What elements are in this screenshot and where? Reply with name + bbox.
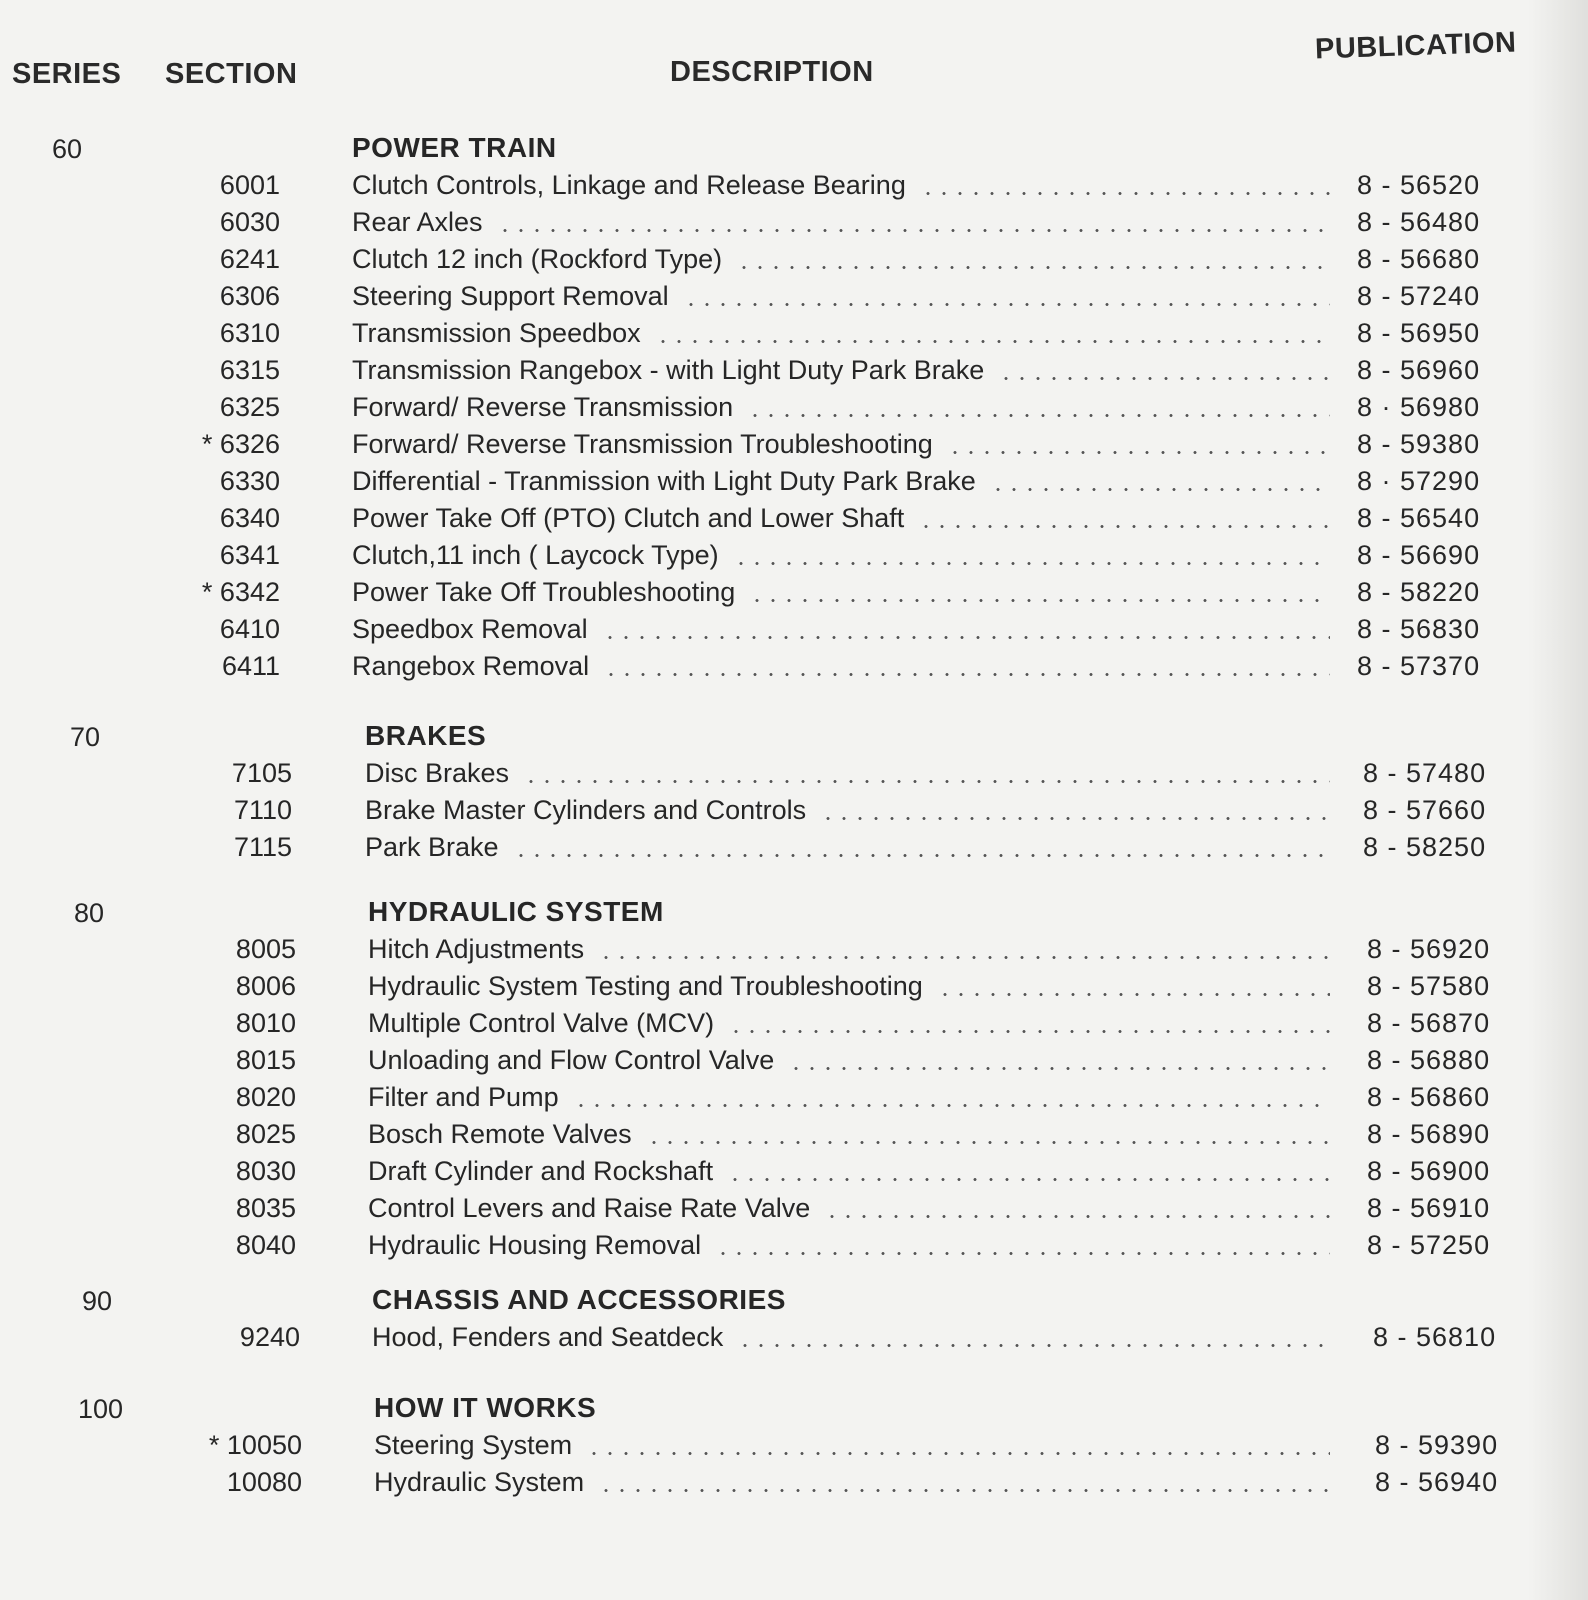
series-number: 80 — [74, 898, 105, 928]
section-description: Speedbox Removal — [352, 614, 588, 644]
dot-leader — [603, 673, 1330, 676]
section-description: Rangebox Removal — [352, 651, 590, 681]
dot-leader — [598, 1489, 1330, 1492]
section-number: 8040 — [235, 1230, 296, 1260]
dot-leader — [920, 192, 1330, 195]
dot-leader — [715, 1252, 1330, 1255]
section-description: Clutch,11 inch ( Laycock Type) — [352, 540, 719, 570]
section-description: Unloading and Flow Control Valve — [368, 1045, 775, 1075]
toc-row — [0, 934, 1588, 971]
publication-number: 8 - 56890 — [1367, 1119, 1491, 1149]
dot-leader — [733, 562, 1330, 565]
toc-row — [0, 1322, 1588, 1359]
section-description: Draft Cylinder and Rockshaft — [368, 1156, 714, 1186]
toc-row — [0, 466, 1588, 503]
section-number: 10080 — [226, 1467, 302, 1497]
dot-leader — [602, 636, 1330, 639]
section-description: Disc Brakes — [365, 758, 510, 788]
dot-leader — [998, 377, 1330, 380]
group-title: HOW IT WORKS — [374, 1392, 597, 1423]
publication-number: 8 · 56980 — [1357, 392, 1481, 422]
section-number: 6315 — [219, 355, 280, 385]
series-number: 100 — [78, 1394, 124, 1424]
toc-row — [0, 1119, 1588, 1156]
publication-number: 8 - 56870 — [1367, 1008, 1491, 1038]
series-number: 90 — [82, 1286, 113, 1316]
publication-number: 8 - 56960 — [1357, 355, 1481, 385]
section-description: Clutch Controls, Linkage and Release Bearing — [352, 170, 906, 200]
section-number: 8020 — [235, 1082, 296, 1112]
toc-row — [0, 1045, 1588, 1082]
toc-row — [0, 1156, 1588, 1193]
toc-row — [0, 1230, 1588, 1267]
section-description: Power Take Off (PTO) Clutch and Lower Shaft — [352, 503, 905, 533]
publication-number: 8 - 57370 — [1357, 651, 1481, 681]
publication-number: 8 - 56810 — [1373, 1322, 1497, 1352]
section-number: 7110 — [233, 795, 292, 825]
publication-number: 8 - 57240 — [1357, 281, 1481, 311]
publication-number: 8 - 56480 — [1357, 207, 1481, 237]
publication-number: 8 - 57660 — [1363, 795, 1487, 825]
toc-row — [0, 1008, 1588, 1045]
toc-row — [0, 577, 1588, 614]
dot-leader — [497, 229, 1330, 232]
section-number: 6306 — [219, 281, 280, 311]
section-number: 9240 — [239, 1322, 300, 1352]
dot-leader — [824, 1215, 1330, 1218]
dot-leader — [646, 1141, 1330, 1144]
section-number: * 6342 — [201, 577, 280, 607]
dot-leader — [737, 1344, 1330, 1347]
dot-leader — [586, 1452, 1330, 1455]
toc-row — [0, 795, 1588, 832]
section-number: 6030 — [219, 207, 280, 237]
group-title: POWER TRAIN — [352, 132, 557, 163]
publication-number: 8 - 56540 — [1357, 503, 1481, 533]
publication-number: 8 - 58220 — [1357, 577, 1481, 607]
section-description: Forward/ Reverse Transmission Troubleshooting — [352, 429, 933, 459]
publication-number: 8 · 57290 — [1357, 466, 1481, 496]
series-number: 60 — [52, 134, 83, 164]
publication-number: 8 - 56860 — [1367, 1082, 1491, 1112]
section-number: 6341 — [219, 540, 280, 570]
section-description: Hood, Fenders and Seatdeck — [372, 1322, 724, 1352]
dot-leader — [683, 303, 1330, 306]
section-number: 8035 — [235, 1193, 296, 1223]
section-description: Transmission Rangebox - with Light Duty Park Brake — [352, 355, 985, 385]
section-description: Clutch 12 inch (Rockford Type) — [352, 244, 723, 274]
group-title: BRAKES — [365, 720, 487, 751]
publication-number: 8 - 56520 — [1357, 170, 1481, 200]
publication-number: 8 - 56950 — [1357, 318, 1481, 348]
dot-leader — [747, 414, 1330, 417]
toc-row — [0, 207, 1588, 244]
section-description: Rear Axles — [352, 207, 483, 237]
dot-leader — [573, 1104, 1330, 1107]
series-number: 70 — [70, 722, 101, 752]
section-description: Hydraulic System — [374, 1467, 585, 1497]
group-title: HYDRAULIC SYSTEM — [368, 896, 664, 927]
dot-leader — [788, 1067, 1330, 1070]
publication-number: 8 - 59380 — [1357, 429, 1481, 459]
section-number: 8005 — [235, 934, 296, 964]
toc-row — [0, 281, 1588, 318]
toc-row — [0, 1193, 1588, 1230]
toc-row — [0, 244, 1588, 281]
section-number: 6340 — [219, 503, 280, 533]
section-description: Filter and Pump — [368, 1082, 559, 1112]
toc-row — [0, 170, 1588, 207]
dot-leader — [947, 451, 1330, 454]
section-description: Steering System — [374, 1430, 573, 1460]
publication-number: 8 - 56920 — [1367, 934, 1491, 964]
toc-row — [0, 392, 1588, 429]
toc-row — [0, 1467, 1588, 1504]
toc-row — [0, 651, 1588, 688]
section-number: * 10050 — [208, 1430, 302, 1460]
section-number: 8015 — [235, 1045, 296, 1075]
section-number: 7105 — [231, 758, 292, 788]
section-description: Differential - Tranmission with Light Duty Park Brake — [352, 466, 976, 496]
section-number: 6411 — [221, 651, 280, 681]
header-section: SECTION — [165, 58, 298, 90]
section-number: 8010 — [235, 1008, 296, 1038]
toc-row — [0, 758, 1588, 795]
section-number: 6330 — [219, 466, 280, 496]
section-number: 8006 — [235, 971, 296, 1001]
dot-leader — [990, 488, 1330, 491]
dot-leader — [736, 266, 1330, 269]
toc-row — [0, 318, 1588, 355]
publication-number: 8 - 56910 — [1367, 1193, 1491, 1223]
section-description: Control Levers and Raise Rate Valve — [368, 1193, 811, 1223]
publication-number: 8 - 59390 — [1375, 1430, 1499, 1460]
page-edge-shadow — [1528, 0, 1588, 1600]
section-description: Hydraulic Housing Removal — [368, 1230, 702, 1260]
section-description: Multiple Control Valve (MCV) — [368, 1008, 715, 1038]
dot-leader — [727, 1178, 1330, 1181]
toc-row — [0, 614, 1588, 651]
header-publication: PUBLICATION — [1314, 26, 1517, 66]
toc-row — [0, 355, 1588, 392]
section-description: Park Brake — [365, 832, 499, 862]
publication-number: 8 - 56680 — [1357, 244, 1481, 274]
section-number: 7115 — [233, 832, 292, 862]
dot-leader — [728, 1030, 1330, 1033]
toc-row — [0, 429, 1588, 466]
dot-leader — [655, 340, 1330, 343]
publication-number: 8 - 56900 — [1367, 1156, 1491, 1186]
section-number: 8030 — [235, 1156, 296, 1186]
dot-leader — [513, 854, 1330, 857]
dot-leader — [749, 599, 1330, 602]
section-number: 8025 — [235, 1119, 296, 1149]
publication-number: 8 - 57250 — [1367, 1230, 1491, 1260]
dot-leader — [937, 993, 1330, 996]
section-number: 6001 — [219, 170, 280, 200]
section-description: Transmission Speedbox — [352, 318, 641, 348]
header-description: DESCRIPTION — [670, 56, 874, 88]
publication-number: 8 - 57480 — [1363, 758, 1487, 788]
section-description: Power Take Off Troubleshooting — [352, 577, 736, 607]
publication-number: 8 - 56880 — [1367, 1045, 1491, 1075]
section-description: Hydraulic System Testing and Troubleshooting — [368, 971, 923, 1001]
publication-number: 8 - 57580 — [1367, 971, 1491, 1001]
section-number: 6410 — [219, 614, 280, 644]
section-description: Hitch Adjustments — [368, 934, 585, 964]
toc-row — [0, 1430, 1588, 1467]
group-title: CHASSIS AND ACCESSORIES — [372, 1284, 786, 1315]
section-description: Steering Support Removal — [352, 281, 669, 311]
dot-leader — [820, 817, 1330, 820]
section-number: 6310 — [219, 318, 280, 348]
toc-row — [0, 1082, 1588, 1119]
publication-number: 8 - 56940 — [1375, 1467, 1499, 1497]
section-number: 6325 — [219, 392, 280, 422]
publication-number: 8 - 56690 — [1357, 540, 1481, 570]
section-number: * 6326 — [201, 429, 280, 459]
section-description: Bosch Remote Valves — [368, 1119, 632, 1149]
section-number: 6241 — [219, 244, 280, 274]
dot-leader — [523, 780, 1330, 783]
dot-leader — [918, 525, 1330, 528]
toc-row — [0, 540, 1588, 577]
publication-number: 8 - 58250 — [1363, 832, 1487, 862]
dot-leader — [598, 956, 1330, 959]
section-description: Brake Master Cylinders and Controls — [365, 795, 807, 825]
section-description: Forward/ Reverse Transmission — [352, 392, 734, 422]
header-series: SERIES — [12, 58, 122, 90]
publication-number: 8 - 56830 — [1357, 614, 1481, 644]
toc-row — [0, 503, 1588, 540]
toc-row — [0, 971, 1588, 1008]
toc-row — [0, 832, 1588, 869]
